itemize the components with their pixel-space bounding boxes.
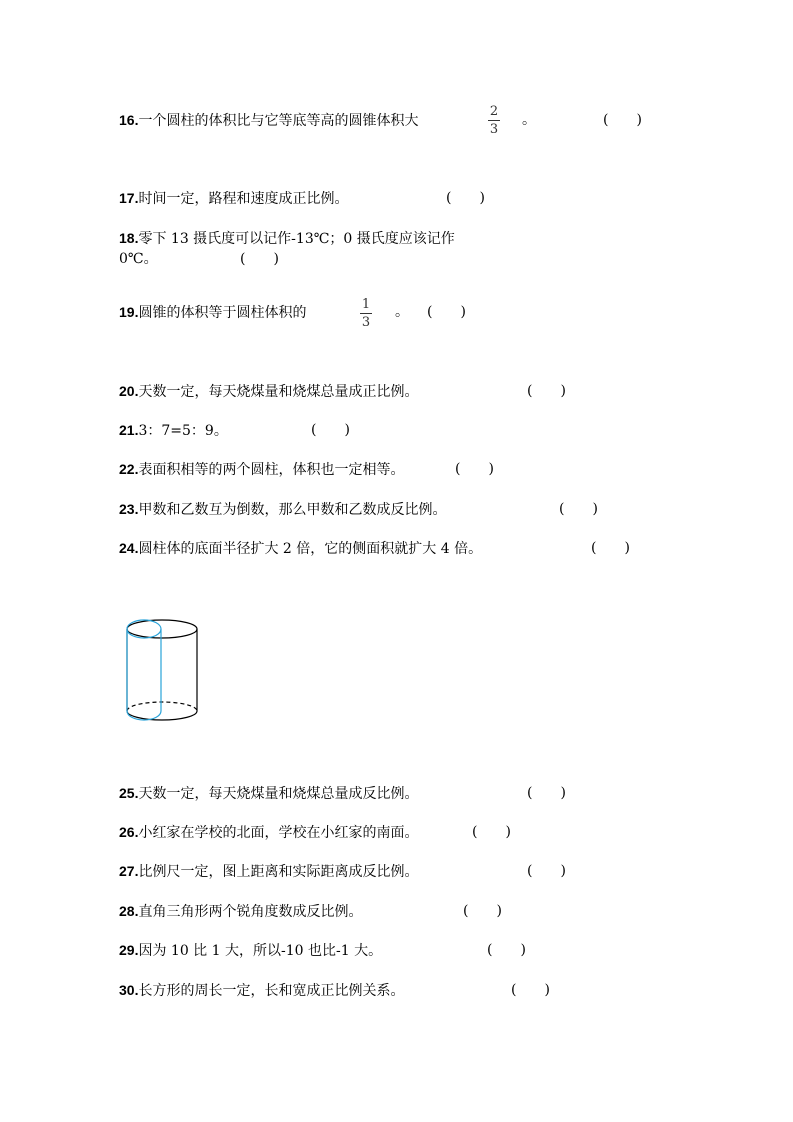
question-number: 25. xyxy=(119,785,139,801)
answer-blank-23[interactable]: ( ) xyxy=(559,501,598,517)
question-text: 直角三角形两个锐角度数成反比例。 xyxy=(138,904,363,920)
question-number: 16. xyxy=(119,112,139,128)
question-30 xyxy=(119,980,404,1001)
question-27 xyxy=(119,861,418,882)
question-text: 圆锥的体积等于圆柱体积的 xyxy=(138,305,307,321)
question-text: 表面积相等的两个圆柱，体积也一定相等。 xyxy=(138,462,405,478)
question-22 xyxy=(119,459,404,480)
question-29 xyxy=(119,940,382,961)
question-17 xyxy=(119,188,348,209)
answer-blank-19[interactable]: ( ) xyxy=(427,304,466,320)
question-text: 天数一定，每天烧煤量和烧煤总量成正比例。 xyxy=(138,384,419,400)
answer-blank-29[interactable]: ( ) xyxy=(487,942,526,958)
question-number: 22. xyxy=(119,461,139,477)
question-19 xyxy=(119,302,306,323)
question-25 xyxy=(119,783,418,804)
fraction-denominator: 3 xyxy=(361,315,371,330)
question-28 xyxy=(119,901,362,922)
question-16 xyxy=(119,110,418,131)
answer-blank-30[interactable]: ( ) xyxy=(511,982,550,998)
question-20 xyxy=(119,381,418,402)
question-number: 17. xyxy=(119,190,139,206)
answer-blank-18[interactable]: ( ) xyxy=(240,251,279,267)
question-text: 零下 13 摄氏度可以记作-13℃；0 摄氏度应该记作 xyxy=(138,231,455,247)
cylinder-bottom-front xyxy=(127,711,197,720)
answer-blank-24[interactable]: ( ) xyxy=(591,540,630,556)
answer-blank-22[interactable]: ( ) xyxy=(455,461,494,477)
answer-blank-20[interactable]: ( ) xyxy=(527,383,566,399)
question-number: 19. xyxy=(119,304,139,320)
question-number: 21. xyxy=(119,422,139,438)
answer-blank-26[interactable]: ( ) xyxy=(472,824,511,840)
question-number: 27. xyxy=(119,863,139,879)
question-text: 圆柱体的底面半径扩大 2 倍，它的侧面积就扩大 4 倍。 xyxy=(138,541,483,557)
question-period: 。 xyxy=(522,112,536,128)
fraction-one-third xyxy=(358,297,374,330)
question-number: 23. xyxy=(119,501,139,517)
question-number: 20. xyxy=(119,383,139,399)
question-number: 29. xyxy=(119,942,139,958)
question-number: 24. xyxy=(119,540,139,556)
question-18 xyxy=(119,228,455,249)
fraction-two-thirds xyxy=(486,104,502,137)
question-text: 时间一定，路程和速度成正比例。 xyxy=(138,191,349,207)
fraction-numerator: 2 xyxy=(489,104,499,119)
cylinder-figure xyxy=(124,615,204,727)
answer-blank-27[interactable]: ( ) xyxy=(527,863,566,879)
answer-blank-25[interactable]: ( ) xyxy=(527,785,566,801)
question-text: 3：7=5：9。 xyxy=(138,423,228,439)
cylinder-top-ellipse xyxy=(127,620,197,638)
question-26 xyxy=(119,822,418,843)
cylinder-bottom-back xyxy=(127,702,197,711)
fraction-denominator: 3 xyxy=(489,122,499,137)
answer-blank-16[interactable]: ( ) xyxy=(603,112,642,128)
question-text: 长方形的周长一定，长和宽成正比例关系。 xyxy=(138,983,405,999)
question-21 xyxy=(119,420,228,441)
fraction-bar xyxy=(360,313,372,314)
answer-blank-21[interactable]: ( ) xyxy=(311,422,350,438)
question-number: 18. xyxy=(119,230,139,246)
question-number: 30. xyxy=(119,982,139,998)
answer-blank-28[interactable]: ( ) xyxy=(463,903,502,919)
fraction-bar xyxy=(488,120,500,121)
question-text: 比例尺一定，图上距离和实际距离成反比例。 xyxy=(138,864,419,880)
question-period: 。 xyxy=(395,304,409,320)
fraction-numerator: 1 xyxy=(361,297,371,312)
answer-blank-17[interactable]: ( ) xyxy=(446,190,485,206)
question-text: 甲数和乙数互为倒数，那么甲数和乙数成反比例。 xyxy=(138,502,447,518)
question-text: 天数一定，每天烧煤量和烧煤总量成反比例。 xyxy=(138,786,419,802)
question-text: 一个圆柱的体积比与它等底等高的圆锥体积大 xyxy=(138,113,419,129)
question-text: 因为 10 比 1 大，所以-10 也比-1 大。 xyxy=(138,943,383,959)
question-23 xyxy=(119,499,446,520)
question-18-line2: 0℃。 xyxy=(119,251,158,267)
question-number: 28. xyxy=(119,903,139,919)
question-number: 26. xyxy=(119,824,139,840)
question-text: 小红家在学校的北面，学校在小红家的南面。 xyxy=(138,825,419,841)
question-24 xyxy=(119,538,482,559)
